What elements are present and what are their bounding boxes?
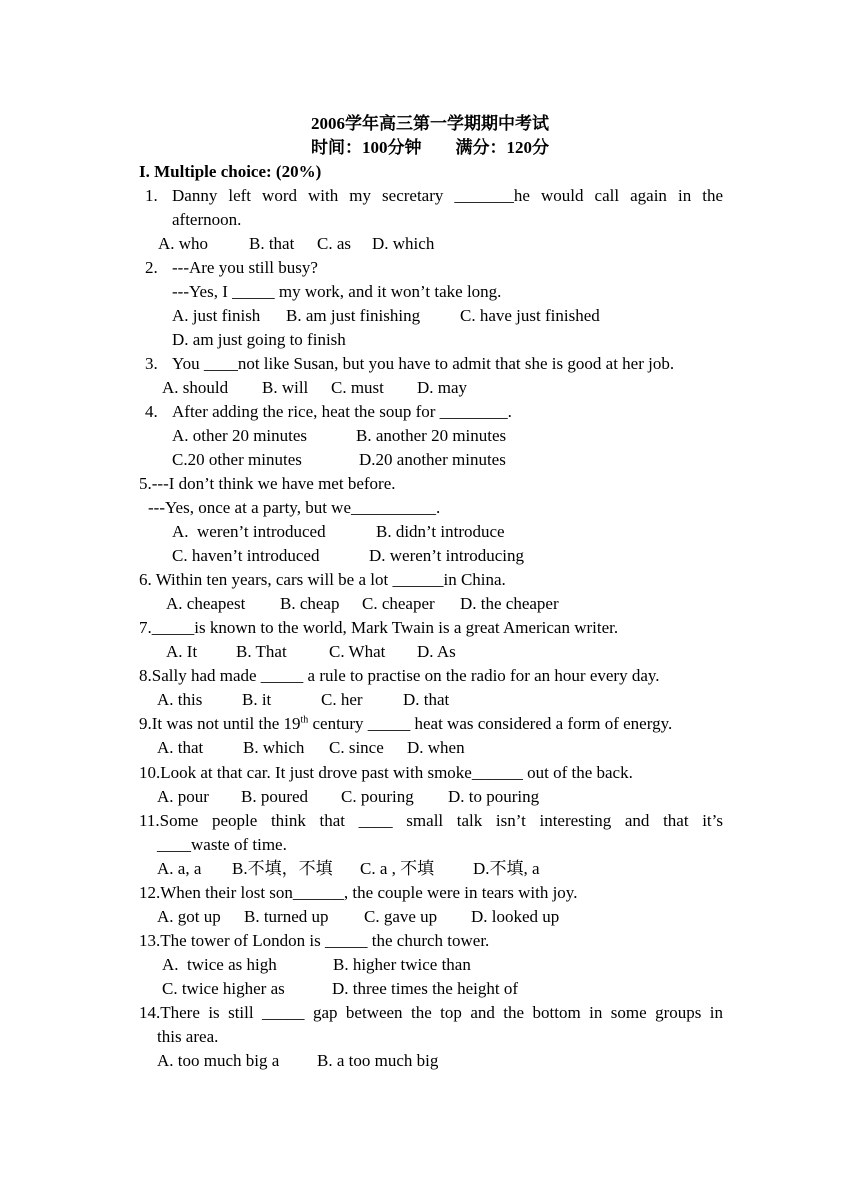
option-d: D. that bbox=[403, 690, 450, 709]
question-stem: 5.---I don’t think we have met before. bbox=[139, 474, 396, 493]
question-stem: 8.Sally had made _____ a rule to practise on the radio for an hour every day. bbox=[139, 666, 660, 685]
option-a: A. should bbox=[162, 378, 229, 397]
option-d: D. As bbox=[417, 642, 456, 661]
option-b: B. didn’t introduce bbox=[376, 522, 505, 541]
option-d: D. am just going to finish bbox=[172, 330, 346, 349]
question-number: 1. bbox=[145, 186, 158, 205]
option-c: C. cheaper bbox=[362, 594, 435, 613]
option-a: A. It bbox=[166, 642, 198, 661]
option-c: C. since bbox=[329, 738, 384, 757]
option-a: A. pour bbox=[157, 787, 209, 806]
option-c: C. as bbox=[317, 234, 351, 253]
question-stem: 12.When their lost son______, the couple were in tears with joy. bbox=[139, 883, 578, 902]
option-b: B. turned up bbox=[244, 907, 329, 926]
option-b: B. that bbox=[249, 234, 295, 253]
option-d: D. which bbox=[372, 234, 435, 253]
question-number: 2. bbox=[145, 258, 158, 277]
option-c: C. a , 不填 bbox=[360, 859, 435, 878]
option-b: B. poured bbox=[241, 787, 309, 806]
stem-part: century _____ heat was considered a form of energy. bbox=[308, 714, 673, 733]
question-stem: You ____not like Susan, but you have to admit that she is good at her job. bbox=[172, 354, 675, 373]
question-stem bbox=[139, 713, 672, 735]
exam-title: 2006学年高三第一学期期中考试 bbox=[311, 114, 549, 133]
option-a: A. just finish bbox=[172, 306, 261, 325]
ordinal-suffix: th bbox=[300, 714, 309, 726]
question-stem-cont: this area. bbox=[157, 1027, 219, 1046]
section-heading: I. Multiple choice: (20%) bbox=[139, 162, 322, 181]
option-a: A. twice as high bbox=[162, 955, 277, 974]
option-c: C. haven’t introduced bbox=[172, 546, 320, 565]
question-stem-cont: ---Yes, once at a party, but we__________. bbox=[148, 498, 441, 517]
question-stem: 10.Look at that car. It just drove past with smoke______ out of the back. bbox=[139, 763, 633, 782]
option-b: B.不填，不填 bbox=[232, 859, 333, 878]
option-d: D. when bbox=[407, 738, 465, 757]
option-d: D. may bbox=[417, 378, 468, 397]
option-d: D. looked up bbox=[471, 907, 560, 926]
option-a: A. this bbox=[157, 690, 203, 709]
option-d: D.不填, a bbox=[473, 859, 540, 878]
question-stem: 11.Some people think that ____ small talk isn’t interesting and that it’s bbox=[139, 811, 723, 830]
stem-part: 9.It was not until the 19 bbox=[139, 714, 301, 733]
option-c: C. have just finished bbox=[460, 306, 600, 325]
option-d: D. weren’t introducing bbox=[369, 546, 525, 565]
question-stem: 13.The tower of London is _____ the church tower. bbox=[139, 931, 490, 950]
question-stem: 14.There is still _____ gap between the top and the bottom in some groups in bbox=[139, 1003, 723, 1022]
option-c: C. What bbox=[329, 642, 386, 661]
question-stem-cont: ---Yes, I _____ my work, and it won’t take long. bbox=[172, 282, 502, 301]
option-b: B. higher twice than bbox=[333, 955, 471, 974]
question-stem: After adding the rice, heat the soup for ________. bbox=[172, 402, 512, 421]
option-b: B. will bbox=[262, 378, 309, 397]
option-c: C. twice higher as bbox=[162, 979, 285, 998]
question-stem: ---Are you still busy? bbox=[172, 258, 318, 277]
option-a: A. who bbox=[158, 234, 209, 253]
option-a: A. weren’t introduced bbox=[172, 522, 326, 541]
option-c: C. her bbox=[321, 690, 363, 709]
option-d: D.20 another minutes bbox=[359, 450, 506, 469]
option-a: A. cheapest bbox=[166, 594, 246, 613]
option-a: A. other 20 minutes bbox=[172, 426, 308, 445]
option-d: D. the cheaper bbox=[460, 594, 559, 613]
option-c: C. gave up bbox=[364, 907, 438, 926]
question-stem-cont: ____waste of time. bbox=[157, 835, 287, 854]
question-stem: Danny left word with my secretary _______he would call again in the bbox=[172, 186, 723, 205]
question-stem: 7._____is known to the world, Mark Twain is a great American writer. bbox=[139, 618, 619, 637]
option-c: C. pouring bbox=[341, 787, 414, 806]
option-c: C. must bbox=[331, 378, 384, 397]
option-b: B. another 20 minutes bbox=[356, 426, 507, 445]
option-b: B. cheap bbox=[280, 594, 340, 613]
exam-subtitle: 时间：100分钟 满分：120分 bbox=[311, 138, 549, 157]
option-a: A. too much big a bbox=[157, 1051, 280, 1070]
option-b: B. That bbox=[236, 642, 287, 661]
option-b: B. which bbox=[243, 738, 305, 757]
option-a: A. a, a bbox=[157, 859, 202, 878]
option-c: C.20 other minutes bbox=[172, 450, 302, 469]
option-a: A. got up bbox=[157, 907, 221, 926]
question-number: 4. bbox=[145, 402, 158, 421]
option-b: B. it bbox=[242, 690, 272, 709]
question-stem: 6. Within ten years, cars will be a lot ______in China. bbox=[139, 570, 506, 589]
option-b: B. a too much big bbox=[317, 1051, 439, 1070]
question-number: 3. bbox=[145, 354, 158, 373]
option-d: D. to pouring bbox=[448, 787, 540, 806]
option-b: B. am just finishing bbox=[286, 306, 421, 325]
option-a: A. that bbox=[157, 738, 204, 757]
question-stem-cont: afternoon. bbox=[172, 210, 242, 229]
option-d: D. three times the height of bbox=[332, 979, 519, 998]
